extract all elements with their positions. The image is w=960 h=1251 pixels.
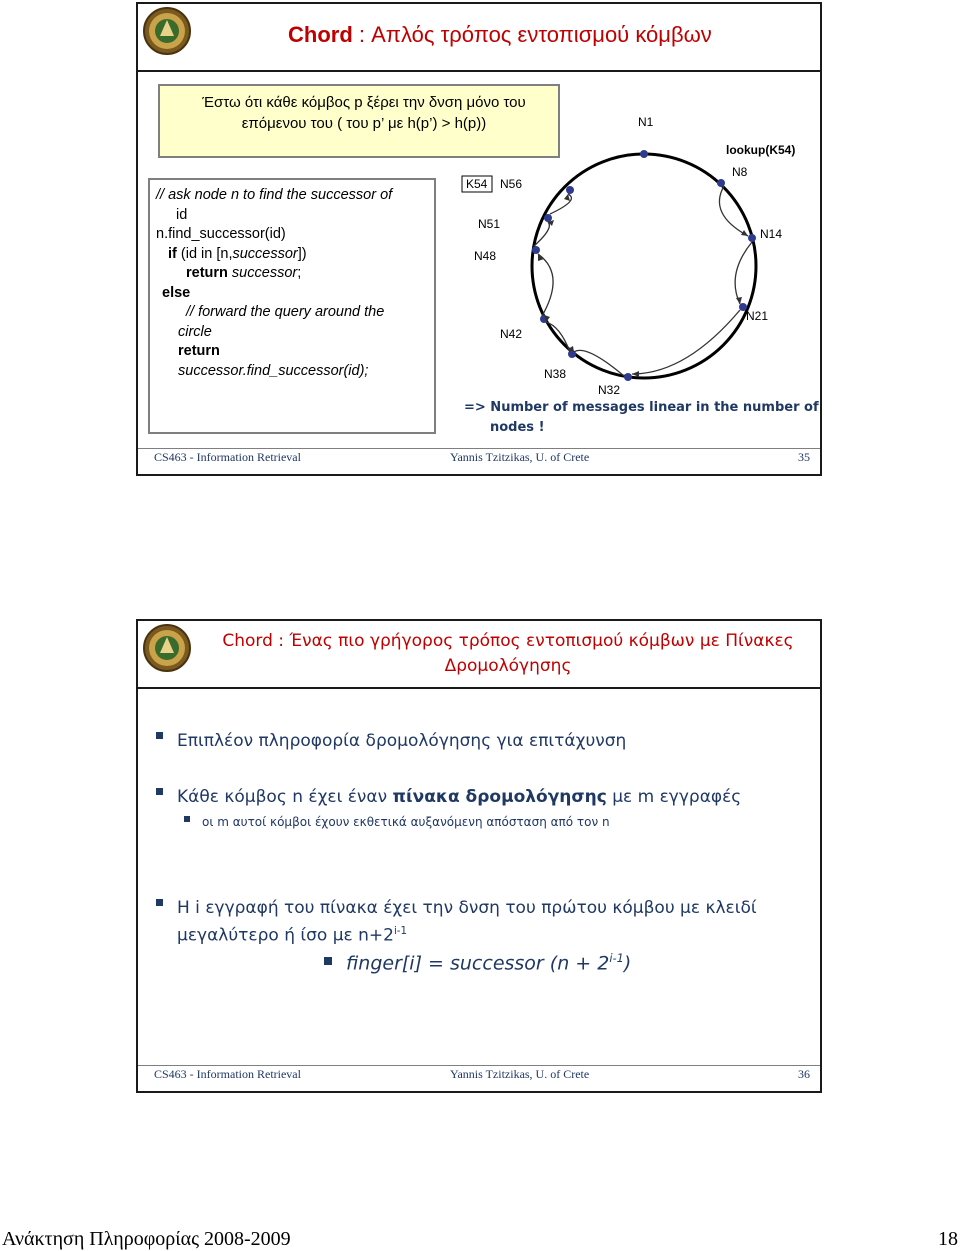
bullet-2-highlight: πίνακα δρομολόγησης bbox=[392, 787, 607, 807]
title-line-2: Δρομολόγησης bbox=[444, 656, 572, 676]
code-return-1 bbox=[156, 264, 434, 284]
formula-a: finger[i] = successor (n + 2 bbox=[346, 952, 610, 975]
label-n8: N8 bbox=[732, 165, 748, 179]
university-seal-icon bbox=[142, 6, 192, 56]
header-divider bbox=[138, 70, 820, 72]
footer-course: CS463 - Information Retrieval bbox=[154, 450, 301, 464]
label-n32: N32 bbox=[598, 383, 621, 397]
label-n51: N51 bbox=[478, 217, 501, 231]
label-n56: N56 bbox=[500, 177, 523, 191]
label-n48: N48 bbox=[474, 249, 497, 263]
title-prefix: Chord bbox=[288, 22, 353, 47]
footer-divider bbox=[138, 448, 820, 449]
bullet-3-line-1: Η i εγγραφή του πίνακα έχει την δνση του πρώτου κόμβου με κλειδί bbox=[177, 898, 757, 918]
code-if-b: ]) bbox=[297, 245, 307, 262]
chord-ring-diagram bbox=[456, 104, 816, 444]
footer-slide-number: 35 bbox=[798, 450, 810, 464]
code-comment-2: // forward the query around the bbox=[186, 304, 385, 320]
formula-sup: i-1 bbox=[609, 951, 624, 965]
assumption-line-1: Έστω ότι κάθε κόμβος p ξέρει την δνση μόνο του bbox=[202, 94, 526, 111]
bullet-2 bbox=[156, 787, 741, 807]
label-n21: N21 bbox=[746, 309, 769, 323]
bullet-3-line-2: μεγαλύτερο ή ίσο με n+2 bbox=[177, 925, 394, 946]
code-if bbox=[156, 245, 434, 265]
footer-course: CS463 - Information Retrieval bbox=[154, 1067, 301, 1081]
university-seal-icon bbox=[142, 623, 192, 673]
title-prefix: Chord bbox=[222, 631, 273, 651]
node-n8 bbox=[717, 179, 725, 187]
note-line-2: nodes ! bbox=[490, 420, 545, 435]
bullet-3 bbox=[156, 897, 757, 948]
bullet-square-icon bbox=[156, 788, 163, 795]
bullet-1-text: Επιπλέον πληροφορία δρομολόγησης για επιτάχυνση bbox=[177, 731, 627, 751]
footer-slide-number: 36 bbox=[798, 1067, 810, 1081]
page-footer-course: Ανάκτηση Πληροφορίας 2008-2009 bbox=[2, 1228, 291, 1250]
slide-36 bbox=[136, 619, 822, 1093]
kw-return-1: return bbox=[186, 265, 228, 281]
code-comment-1: // ask node n to find the successor of bbox=[156, 187, 393, 203]
slide-title bbox=[208, 629, 808, 679]
node-n32 bbox=[624, 373, 632, 381]
code-semicolon: ; bbox=[297, 265, 302, 281]
slide-footer bbox=[154, 450, 810, 466]
code-recursive-call: successor.find_successor(id); bbox=[178, 362, 369, 379]
bullet-2-text-c: με m εγγραφές bbox=[606, 787, 742, 807]
kw-else: else bbox=[162, 284, 191, 301]
bullet-2-sub-text: οι m αυτοί κόμβοι έχουν εκθετικά αυξανόμενη απόσταση από τον n bbox=[202, 815, 610, 829]
label-k54: K54 bbox=[466, 177, 488, 191]
node-labels bbox=[462, 115, 795, 397]
footer-divider bbox=[138, 1065, 820, 1066]
code-if-a: (id in [n, bbox=[176, 245, 233, 262]
node-n48 bbox=[532, 246, 540, 254]
title-rest: : Απλός τρόπος εντοπισμού κόμβων bbox=[352, 22, 712, 47]
bullet-2-sub bbox=[184, 815, 610, 829]
label-n1: N1 bbox=[638, 115, 654, 129]
code-func: n.find_successor(id) bbox=[156, 226, 286, 242]
kw-if: if bbox=[168, 245, 177, 262]
footer-author: Yannis Tzitzikas, U. of Crete bbox=[450, 450, 590, 464]
pseudocode-box bbox=[148, 178, 436, 434]
bullet-2-text-a: Κάθε κόμβος n έχει έναν bbox=[177, 787, 393, 807]
page-number: 18 bbox=[938, 1228, 958, 1250]
bullet-square-icon bbox=[156, 732, 163, 739]
formula-b: ) bbox=[623, 952, 632, 975]
code-comment-1b: id bbox=[176, 206, 188, 223]
label-n42: N42 bbox=[500, 327, 523, 341]
code-if-succ: successor bbox=[232, 245, 298, 262]
label-lookup: lookup(K54) bbox=[726, 143, 796, 157]
label-n38: N38 bbox=[544, 367, 567, 381]
node-n1 bbox=[640, 150, 648, 158]
complexity-note bbox=[464, 398, 819, 438]
node-n56 bbox=[566, 186, 574, 194]
label-n14: N14 bbox=[760, 227, 783, 241]
bullet-3-sup: i-1 bbox=[393, 926, 407, 937]
slide-footer bbox=[154, 1067, 810, 1083]
note-line-1: => Number of messages linear in the number of bbox=[464, 400, 819, 415]
code-return-succ: successor bbox=[227, 265, 298, 281]
finger-formula bbox=[324, 951, 631, 974]
code-comment-2b: circle bbox=[178, 323, 212, 340]
bullet-square-icon bbox=[156, 899, 163, 906]
bullet-square-icon bbox=[184, 816, 190, 822]
bullet-1 bbox=[156, 731, 626, 751]
bullet-square-icon bbox=[324, 957, 332, 965]
slide-title bbox=[288, 22, 712, 48]
footer-author: Yannis Tzitzikas, U. of Crete bbox=[450, 1067, 590, 1081]
assumption-line-2: επόμενου του ( του p’ με h(p’) > h(p)) bbox=[241, 115, 487, 132]
header-divider bbox=[138, 687, 820, 689]
kw-return-2: return bbox=[178, 343, 220, 359]
title-rest: : Ένας πιο γρήγορος τρόπος εντοπισμού κόμβων με Πίνακες bbox=[272, 631, 794, 651]
slide-35 bbox=[136, 2, 822, 476]
node-n51 bbox=[544, 214, 552, 222]
node-n14 bbox=[748, 234, 756, 242]
